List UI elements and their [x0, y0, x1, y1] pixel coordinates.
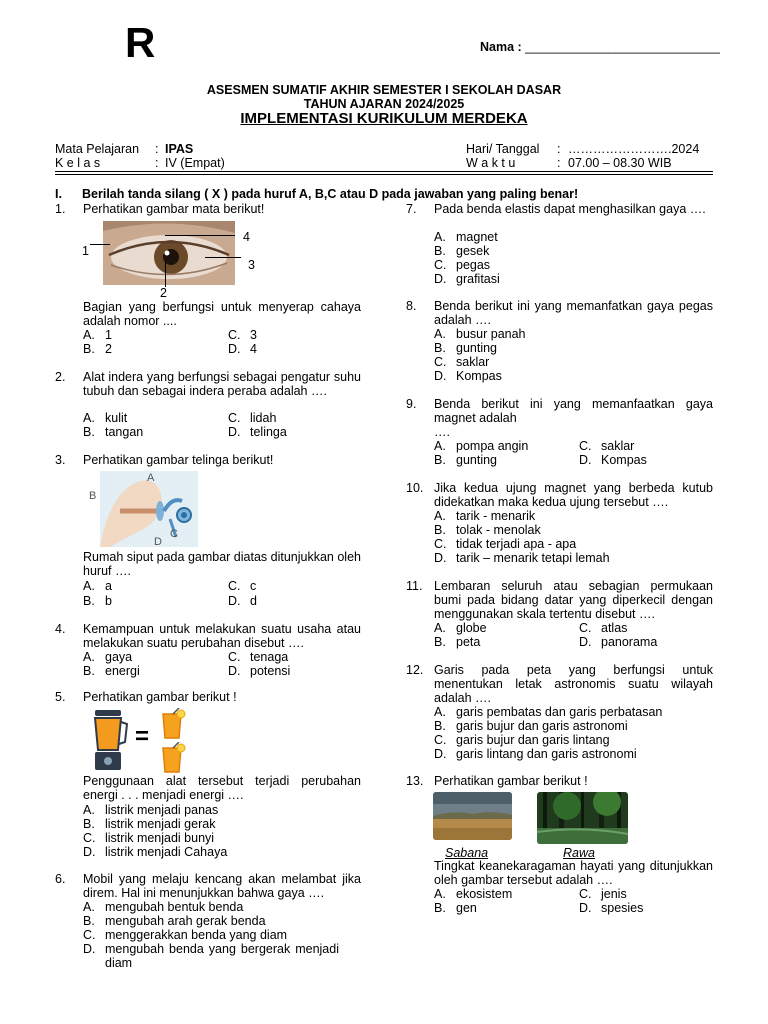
eye-label-2: 2: [160, 286, 167, 300]
divider-top: [55, 171, 713, 172]
option-c[interactable]: C. 3: [228, 328, 257, 342]
question-number: 10.: [406, 481, 424, 495]
question-2: [55, 370, 365, 442]
option-c[interactable]: C. lidah: [228, 411, 277, 425]
option-d[interactable]: D. 4: [228, 342, 257, 356]
question-stem: Tingkat keanekaragaman hayati yang ditunjukkan oleh gambar tersebut adalah ….: [434, 859, 713, 888]
question-stem: Penggunaan alat tersebut terjadi perubahan energi . . . menjadi energi ….: [83, 774, 361, 803]
option-d[interactable]: D. listrik menjadi Cahaya: [83, 845, 228, 859]
question-text: Perhatikan gambar berikut !: [83, 690, 237, 704]
divider-bottom: [55, 174, 713, 175]
class-label: K e l a s: [55, 156, 101, 170]
ear-label-d: D: [154, 536, 162, 548]
question-12: [406, 663, 716, 763]
option-b[interactable]: B. energi: [83, 664, 140, 678]
eye-label-4: 4: [243, 230, 250, 244]
option-b[interactable]: B. 2: [83, 342, 112, 356]
option-a[interactable]: A. mengubah bentuk benda: [83, 900, 244, 914]
option-d[interactable]: D. grafitasi: [434, 272, 500, 286]
question-number: 13.: [406, 774, 424, 788]
option-b[interactable]: B. gen: [434, 901, 477, 915]
question-text: Lembaran seluruh atau sebagian permukaan bumi pada bidang datar yang diperkecil dengan menggunakan skala tertentu disebut ….: [434, 579, 713, 622]
option-a[interactable]: A. a: [83, 579, 112, 593]
instruction-text: Berilah tanda silang ( X ) pada huruf A, B,C atau D pada jawaban yang paling benar!: [82, 187, 579, 201]
caption-savanna: Sabana: [445, 846, 489, 860]
option-c[interactable]: C. tenaga: [228, 650, 289, 664]
question-6: [55, 872, 365, 972]
option-b[interactable]: B. gunting: [434, 341, 498, 355]
name-label: Nama :: [480, 40, 522, 54]
question-stem: Rumah siput pada gambar diatas ditunjukkan oleh huruf ….: [83, 550, 361, 579]
option-b[interactable]: B. peta: [434, 635, 481, 649]
option-a[interactable]: A. pompa angin: [434, 439, 529, 453]
time-label: W a k t u: [466, 156, 516, 170]
option-c[interactable]: C. saklar: [434, 355, 490, 369]
option-a[interactable]: A. kulit: [83, 411, 128, 425]
section-number: I.: [55, 187, 62, 201]
option-c[interactable]: C. c: [228, 579, 257, 593]
question-text: Kemampuan untuk melakukan suatu usaha atau melakukan suatu perubahan disebut ….: [83, 622, 361, 651]
question-number: 6.: [55, 872, 66, 886]
option-d[interactable]: D. garis lintang dan garis astronomi: [434, 747, 637, 761]
option-b[interactable]: B. b: [83, 594, 112, 608]
question-number: 4.: [55, 622, 66, 636]
name-blank-line: ____________________________: [525, 40, 720, 54]
pointer-line-3: [205, 257, 241, 258]
question-text: Pada benda elastis dapat menghasilkan gaya ….: [434, 202, 706, 216]
question-text: Alat indera yang berfungsi sebagai pengatur suhu tubuh dan sebagai indera peraba adalah ….: [83, 370, 361, 399]
question-number: 7.: [406, 202, 417, 216]
subject-sep: :: [155, 142, 159, 156]
option-c[interactable]: C. pegas: [434, 258, 491, 272]
ear-label-c: C: [170, 528, 178, 540]
date-label: Hari/ Tanggal: [466, 142, 540, 156]
option-c[interactable]: C. menggerakkan benda yang diam: [83, 928, 288, 942]
question-text: Benda berikut ini yang memanfaatkan gaya magnet adalah: [434, 397, 713, 426]
option-b[interactable]: B. garis bujur dan garis astronomi: [434, 719, 628, 733]
question-text: Perhatikan gambar telinga berikut!: [83, 453, 274, 467]
eye-label-1: 1: [82, 244, 89, 258]
option-d[interactable]: D. tarik – menarik tetapi lemah: [434, 551, 610, 565]
equals-sign: =: [135, 723, 150, 750]
option-b[interactable]: B. gunting: [434, 453, 498, 467]
question-number: 2.: [55, 370, 66, 384]
option-a[interactable]: A. tarik - menarik: [434, 509, 536, 523]
option-a[interactable]: A. magnet: [434, 230, 498, 244]
question-13: [406, 774, 716, 916]
option-d[interactable]: D. d: [228, 594, 257, 608]
question-text: Benda berikut ini yang memanfatkan gaya pegas adalah ….: [434, 299, 713, 328]
option-b[interactable]: B. mengubah arah gerak benda: [83, 914, 266, 928]
blender-icon: [89, 710, 129, 775]
question-text: Jika kedua ujung magnet yang berbeda kutub didekatkan maka kedua ujung tersebut ….: [434, 481, 713, 510]
subject-value: IPAS: [165, 142, 194, 156]
option-d[interactable]: D. panorama: [579, 635, 658, 649]
curriculum-title: IMPLEMENTASI KURIKULUM MERDEKA: [240, 110, 528, 127]
option-b[interactable]: B. listrik menjadi gerak: [83, 817, 216, 831]
option-d[interactable]: D. mengubah benda yang bergerak menjadi diam: [83, 942, 339, 971]
option-c[interactable]: C. jenis: [579, 887, 627, 901]
eye-label-3: 3: [248, 258, 255, 272]
option-d[interactable]: D. potensi: [228, 664, 291, 678]
option-a[interactable]: A. ekosistem: [434, 887, 513, 901]
option-c[interactable]: C. listrik menjadi bunyi: [83, 831, 215, 845]
juice-glass-icon-2: [159, 742, 187, 777]
option-a[interactable]: A. 1: [83, 328, 112, 342]
option-a[interactable]: A. listrik menjadi panas: [83, 803, 219, 817]
question-number: 5.: [55, 690, 66, 704]
question-text: Perhatikan gambar mata berikut!: [83, 202, 265, 216]
academic-year: TAHUN AJARAN 2024/2025: [303, 97, 465, 111]
option-d[interactable]: D. Kompas: [579, 453, 647, 467]
question-text-cont: ….: [434, 425, 450, 439]
ear-label-b: B: [89, 490, 97, 502]
section-instruction: [55, 187, 578, 201]
pointer-line-1: [90, 244, 110, 245]
pointer-line-4: [165, 235, 235, 236]
option-d[interactable]: D. Kompas: [434, 369, 502, 383]
class-value: IV (Empat): [165, 156, 225, 170]
question-10: [406, 481, 716, 567]
question-number: 1.: [55, 202, 66, 216]
exam-title: ASESMEN SUMATIF AKHIR SEMESTER I SEKOLAH DASAR: [206, 83, 562, 97]
option-c[interactable]: C. atlas: [579, 621, 628, 635]
juice-glass-icon-1: [159, 708, 187, 743]
question-number: 3.: [55, 453, 66, 467]
option-c[interactable]: C. saklar: [579, 439, 635, 453]
date-value: …………………….2024: [568, 142, 700, 156]
question-text: Perhatikan gambar berikut !: [434, 774, 588, 788]
swamp-image: [537, 792, 628, 844]
question-text: Garis pada peta yang berfungsi untuk menentukan letak astronomis suatu wilayah adalah ….: [434, 663, 713, 706]
question-9: [406, 397, 716, 469]
option-b[interactable]: B. tolak - menolak: [434, 523, 541, 537]
school-logo: R: [125, 19, 156, 66]
ear-label-a: A: [147, 472, 155, 484]
question-1: [55, 202, 365, 358]
time-sep: :: [557, 156, 561, 170]
option-a[interactable]: A. gaya: [83, 650, 133, 664]
time-value: 07.00 – 08.30 WIB: [568, 156, 672, 170]
option-b[interactable]: B. tangan: [83, 425, 144, 439]
option-a[interactable]: A. busur panah: [434, 327, 526, 341]
option-a[interactable]: A. globe: [434, 621, 487, 635]
question-11: [406, 579, 716, 651]
question-number: 12.: [406, 663, 424, 677]
question-8: [406, 299, 716, 385]
question-5: [55, 690, 365, 862]
subject-label: Mata Pelajaran: [55, 142, 140, 156]
option-d[interactable]: D. spesies: [579, 901, 644, 915]
question-4: [55, 622, 365, 680]
question-number: 9.: [406, 397, 417, 411]
option-b[interactable]: B. gesek: [434, 244, 490, 258]
pointer-line-2: [165, 262, 166, 287]
caption-swamp: Rawa: [563, 846, 595, 860]
eye-image: [103, 221, 235, 285]
option-d[interactable]: D. telinga: [228, 425, 287, 439]
date-sep: :: [557, 142, 561, 156]
name-field[interactable]: [480, 40, 720, 54]
question-text: Mobil yang melaju kencang akan melambat jika direm. Hal ini menunjukkan bahwa gaya ….: [83, 872, 361, 901]
question-stem: Bagian yang berfungsi untuk menyerap cahaya adalah nomor ....: [83, 300, 361, 329]
question-3: [55, 453, 365, 613]
question-7: [406, 202, 716, 288]
savanna-image: [433, 792, 512, 840]
option-c[interactable]: C. tidak terjadi apa - apa: [434, 537, 577, 551]
question-number: 11.: [406, 579, 423, 593]
option-c[interactable]: C. garis bujur dan garis lintang: [434, 733, 610, 747]
class-sep: :: [155, 156, 159, 170]
question-number: 8.: [406, 299, 417, 313]
option-a[interactable]: A. garis pembatas dan garis perbatasan: [434, 705, 663, 719]
